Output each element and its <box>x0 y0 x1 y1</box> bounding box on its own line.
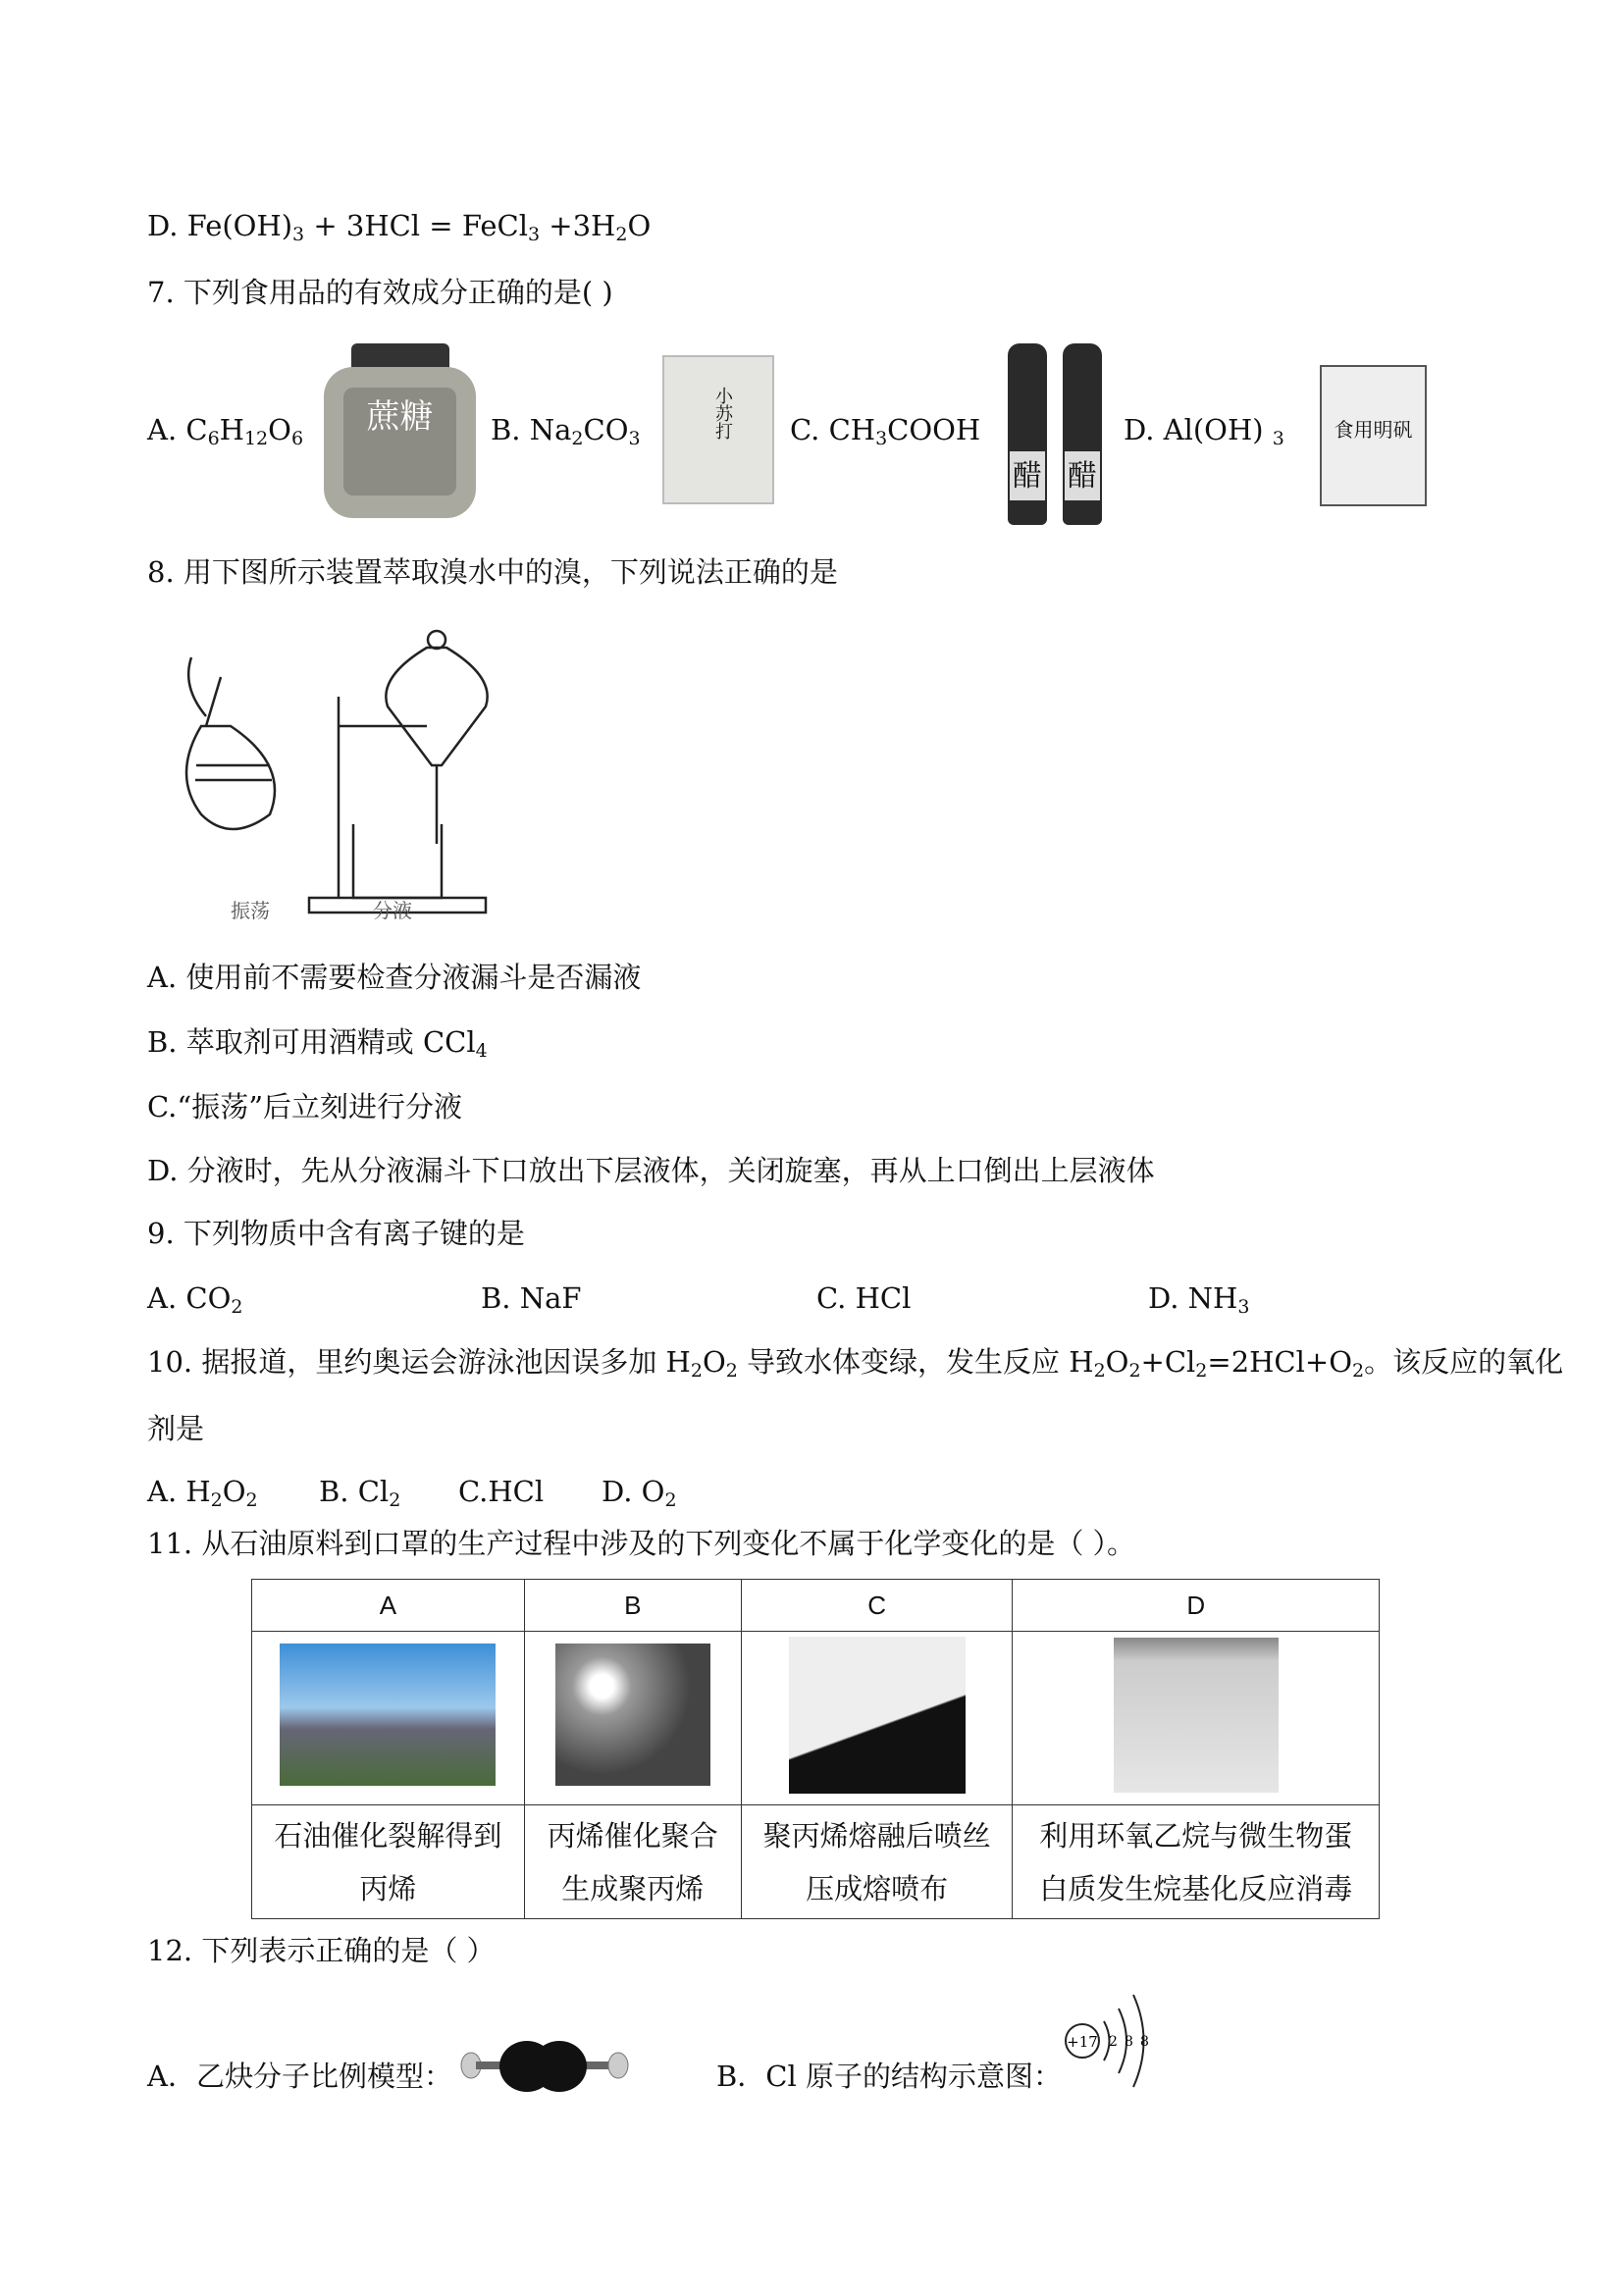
q7-option-a: A. $C_6H_{12}O_6$ <box>147 413 304 449</box>
q12-stem: 12. 下列表示正确的是（ ） <box>147 1934 496 1967</box>
q8-option-c: C.“振荡”后立刻进行分液 <box>147 1090 463 1123</box>
table-header: C <box>741 1580 1013 1632</box>
alum-bag-image: 食用明矾 <box>1320 365 1427 506</box>
q8-option-a: A. 使用前不需要检查分液漏斗是否漏液 <box>147 961 642 994</box>
q6-option-d: D. $Fe(OH)_3 + 3HCl$ = FeCl$_3$ $+3H_2O$ <box>147 209 652 245</box>
cl-atom-structure-diagram <box>1060 1987 1168 2095</box>
svg-text:+17: +17 <box>1067 2033 1098 2051</box>
q10-stem-line2: 剂是 <box>147 1412 205 1445</box>
baking-soda-bag-image: 小苏打 <box>662 355 774 504</box>
svg-text:8: 8 <box>1125 2034 1133 2050</box>
q9-option-d: D. $NH_3$ <box>1148 1281 1250 1318</box>
separatory-funnel-figure <box>162 618 505 932</box>
table-cell: 利用环氧乙烷与微生物蛋 白质发生烷基化反应消毒 <box>1013 1805 1380 1919</box>
q7-option-b: B. $Na_2CO_3$ <box>491 413 641 449</box>
table-cell: 石油催化裂解得到 丙烯 <box>252 1805 525 1919</box>
svg-text:8: 8 <box>1140 2034 1149 2050</box>
q9-option-a: A. $CO_2$ <box>147 1281 243 1318</box>
q9-option-c: C. HCl <box>816 1281 912 1315</box>
q11-stem: 11. 从石油原料到口罩的生产过程中涉及的下列变化不属于化学变化的是（ ）。 <box>147 1527 1136 1560</box>
q8-option-d: D. 分液时，先从分液漏斗下口放出下层液体，关闭旋塞，再从上口倒出上层液体 <box>147 1154 1155 1187</box>
svg-text:振荡: 振荡 <box>231 899 270 922</box>
q12-option-a: A．乙炔分子比例模型： <box>147 2060 452 2093</box>
q7-option-c: C. $CH_3COOH$ <box>790 413 981 449</box>
q7-option-d: D. Al(OH) $_3$ <box>1124 413 1284 449</box>
acetylene-model-icon <box>456 2031 633 2100</box>
svg-text:2: 2 <box>1109 2034 1118 2050</box>
q8-stem: 8. 用下图所示装置萃取溴水中的溴，下列说法正确的是 <box>147 555 838 589</box>
table-cell: 聚丙烯熔融后喷丝 压成熔喷布 <box>741 1805 1013 1919</box>
refinery-image <box>252 1632 525 1805</box>
q10-stem: 10. 据报道，里约奥运会游泳池因误多加 $H_2O_2$ 导致水体变绿，发生反应 $H_2O_2+Cl_2=2HCl+O_2$。该反应的氧化 <box>147 1345 1564 1382</box>
table-cell: 丙烯催化聚合 生成聚丙烯 <box>524 1805 741 1919</box>
vinegar-bottles-image: 醋 醋 <box>1006 343 1109 525</box>
q9-option-b: B. NaF <box>481 1281 582 1315</box>
q12-option-b: B．Cl 原子的结构示意图： <box>716 2060 1062 2093</box>
q10-option-b: B. $Cl_2$ <box>319 1475 401 1511</box>
q8-option-b: B. 萃取剂可用酒精或 CCl$_4$ <box>147 1025 488 1062</box>
table-header: A <box>252 1580 525 1632</box>
q7-stem: 7. 下列食用品的有效成分正确的是( ) <box>147 276 613 309</box>
table-header: D <box>1013 1580 1380 1632</box>
q9-stem: 9. 下列物质中含有离子键的是 <box>147 1217 525 1250</box>
svg-text:分液: 分液 <box>373 899 412 922</box>
sugar-jar-image: 蔗糖 <box>324 343 476 518</box>
sterilization-equipment-image <box>1013 1632 1380 1805</box>
q10-option-a: A. $H_2O_2$ <box>147 1475 258 1511</box>
table-header: B <box>524 1580 741 1632</box>
q10-option-d: D. $O_2$ <box>602 1475 677 1511</box>
meltblown-fabric-image <box>741 1632 1013 1805</box>
q10-option-c: C.HCl <box>458 1475 545 1508</box>
polypropylene-pellets-image <box>524 1632 741 1805</box>
q11-table <box>251 1579 1380 1919</box>
